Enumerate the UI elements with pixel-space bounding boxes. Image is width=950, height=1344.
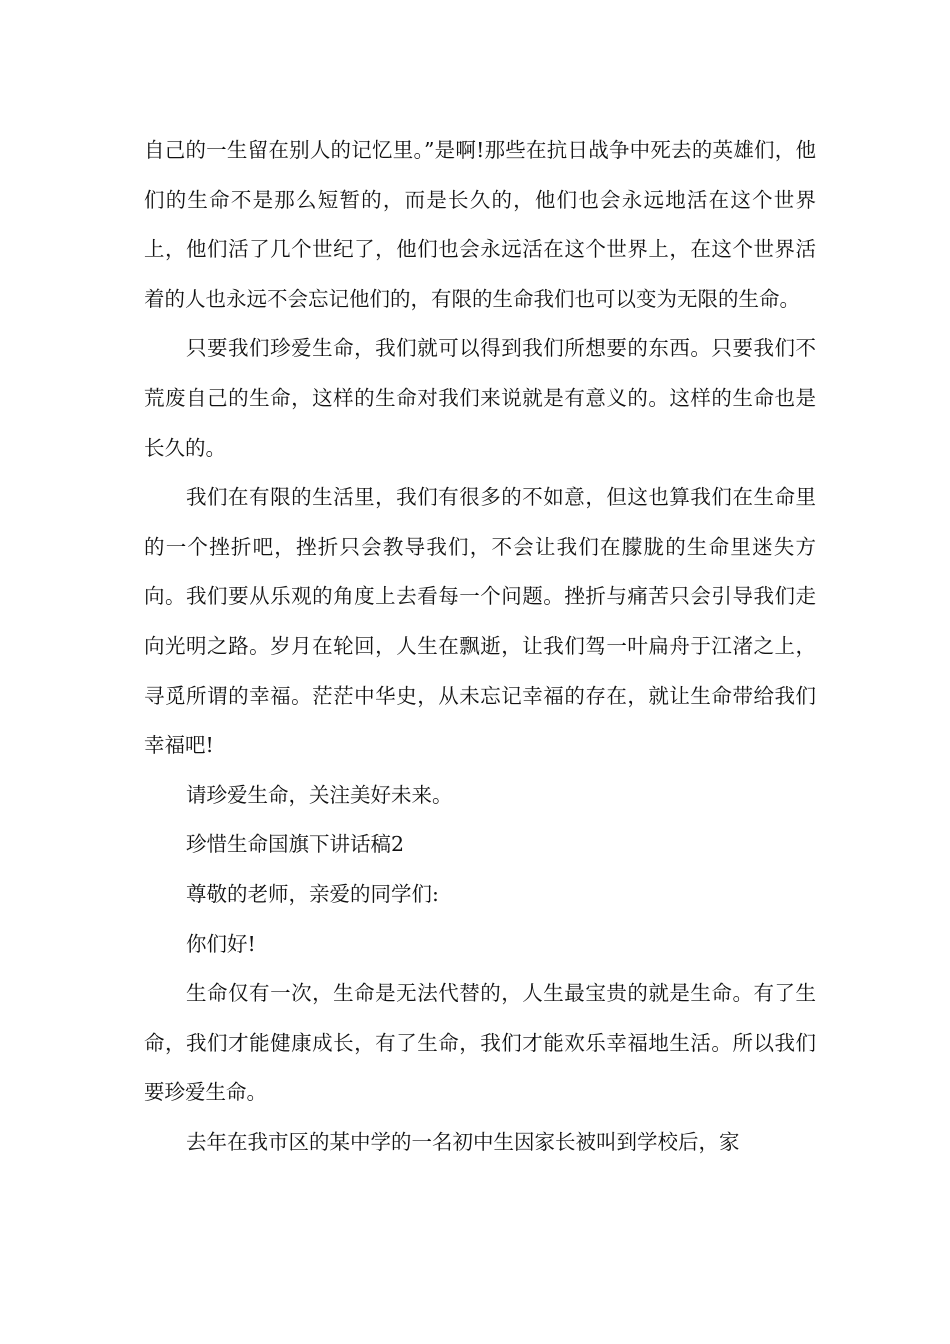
paragraph: 自己的一生留在别人的记忆里。”是啊!那些在抗日战争中死去的英雄们，他们的生命不是那么短暂的，而是长久的，他们也会永远地活在这个世界上，他们活了几个世纪了，他们也会永远活在这个世界上，在这个世界活着的人也永远不会忘记他们的，有限的生命我们也可以变为无限的生命。 (144, 138, 816, 311)
paragraph: 请珍爱生命，关注美好未来。 (186, 782, 453, 807)
paragraph: 去年在我市区的某中学的一名初中生因家长被叫到学校后，家 (186, 1129, 740, 1154)
paragraph: 生命仅有一次，生命是无法代替的，人生最宝贵的就是生命。有了生命，我们才能健康成长，有了生命，我们才能欢乐幸福地生活。所以我们要珍爱生命。 (144, 981, 816, 1105)
section-heading: 珍惜生命国旗下讲话稿2 (186, 832, 405, 857)
salutation: 尊敬的老师，亲爱的同学们: (186, 881, 439, 906)
paragraph: 只要我们珍爱生命，我们就可以得到我们所想要的东西。只要我们不荒废自己的生命，这样的生命对我们来说就是有意义的。这样的生命也是长久的。 (144, 336, 816, 460)
document-body (144, 126, 816, 1167)
greeting: 你们好! (186, 931, 256, 956)
paragraph: 我们在有限的生活里，我们有很多的不如意，但这也算我们在生命里的一个挫折吧，挫折只会教导我们，不会让我们在朦胧的生命里迷失方向。我们要从乐观的角度上去看每一个问题。挫折与痛苦只会引导我们走向光明之路。岁月在轮回，人生在飘逝，让我们驾一叶扁舟于江渚之上，寻觅所谓的幸福。茫茫中华史，从未忘记幸福的存在，就让生命带给我们幸福吧! (144, 485, 816, 758)
